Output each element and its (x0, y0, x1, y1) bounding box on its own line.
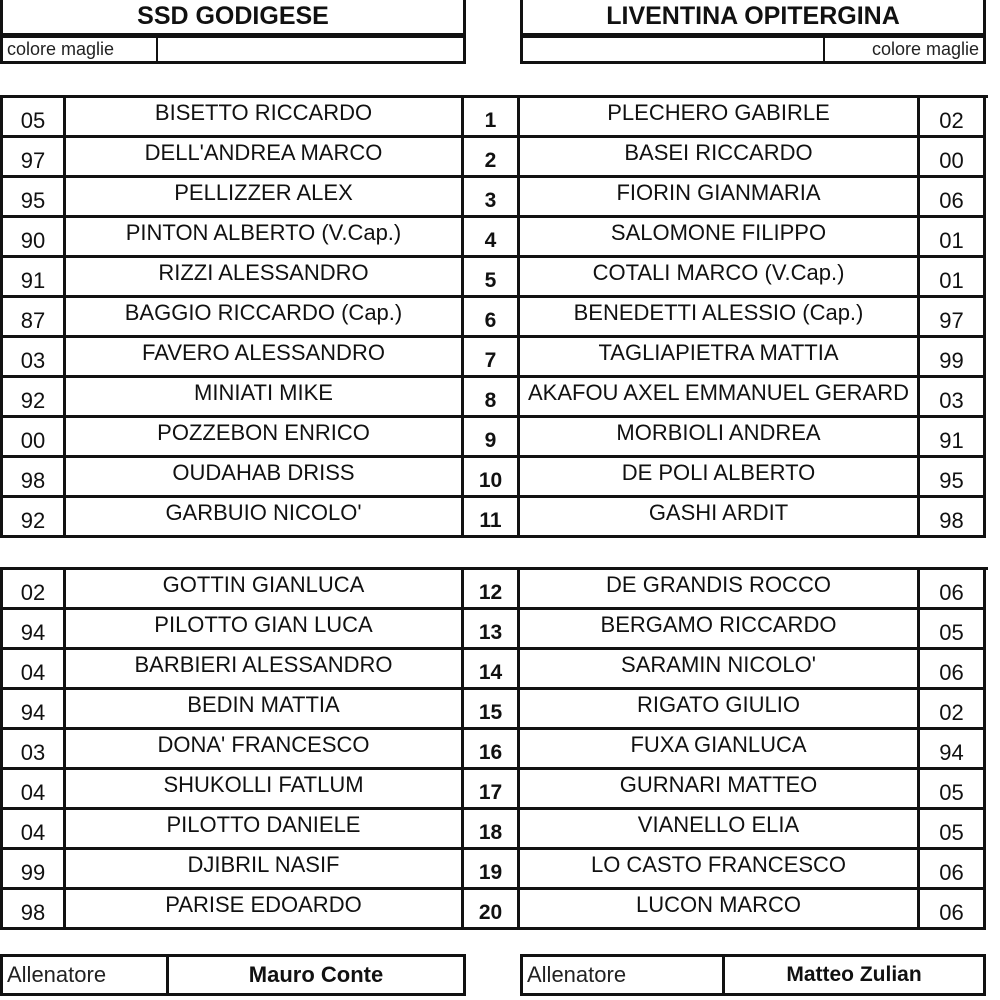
home-birth-year: 04 (0, 810, 66, 850)
home-coach-name: Mauro Conte (248, 962, 384, 987)
shirt-number: 18 (464, 810, 520, 850)
away-color-row (520, 36, 986, 64)
home-birth-year: 91 (0, 258, 66, 298)
home-player-name: RIZZI ALESSANDRO (66, 258, 464, 298)
away-birth-year: 01 (920, 258, 986, 298)
shirt-number: 5 (464, 258, 520, 298)
shirt-number: 3 (464, 178, 520, 218)
away-player-name: SARAMIN NICOLO' (520, 650, 920, 690)
table-row (0, 98, 988, 138)
away-birth-year: 01 (920, 218, 986, 258)
shirt-number: 15 (464, 690, 520, 730)
home-color-label: colore maglie (3, 38, 158, 61)
shirt-number: 6 (464, 298, 520, 338)
away-player-name: AKAFOU AXEL EMMANUEL GERARD (520, 378, 920, 418)
table-row (0, 218, 988, 258)
away-player-name: DE GRANDIS ROCCO (520, 570, 920, 610)
shirt-number: 11 (464, 498, 520, 538)
home-player-name: BARBIERI ALESSANDRO (66, 650, 464, 690)
away-birth-year: 95 (920, 458, 986, 498)
away-birth-year: 06 (920, 850, 986, 890)
away-team-title: LIVENTINA OPITERGINA (520, 0, 986, 36)
home-coach-row (0, 954, 466, 996)
away-coach-label: Allenatore (523, 957, 725, 993)
table-row (0, 890, 988, 930)
table-row (0, 498, 988, 538)
home-birth-year: 99 (0, 850, 66, 890)
shirt-number: 4 (464, 218, 520, 258)
away-player-name: GURNARI MATTEO (520, 770, 920, 810)
away-birth-year: 05 (920, 610, 986, 650)
away-birth-year: 02 (920, 98, 986, 138)
home-coach-label: Allenatore (3, 957, 169, 993)
away-player-name: DE POLI ALBERTO (520, 458, 920, 498)
away-player-name: GASHI ARDIT (520, 498, 920, 538)
home-birth-year: 97 (0, 138, 66, 178)
away-player-name: FIORIN GIANMARIA (520, 178, 920, 218)
shirt-number: 14 (464, 650, 520, 690)
home-team-title: SSD GODIGESE (0, 0, 466, 36)
away-color-field (523, 38, 823, 61)
table-row (0, 650, 988, 690)
away-player-name: LO CASTO FRANCESCO (520, 850, 920, 890)
away-birth-year: 99 (920, 338, 986, 378)
shirt-number: 17 (464, 770, 520, 810)
away-player-name: SALOMONE FILIPPO (520, 218, 920, 258)
home-player-name: MINIATI MIKE (66, 378, 464, 418)
home-player-name: DELL'ANDREA MARCO (66, 138, 464, 178)
home-birth-year: 87 (0, 298, 66, 338)
away-birth-year: 00 (920, 138, 986, 178)
table-row (0, 730, 988, 770)
table-row (0, 610, 988, 650)
away-birth-year: 98 (920, 498, 986, 538)
away-birth-year: 05 (920, 810, 986, 850)
table-row (0, 338, 988, 378)
home-birth-year: 05 (0, 98, 66, 138)
shirt-number: 10 (464, 458, 520, 498)
away-player-name: FUXA GIANLUCA (520, 730, 920, 770)
away-birth-year: 05 (920, 770, 986, 810)
home-birth-year: 98 (0, 458, 66, 498)
shirt-number: 2 (464, 138, 520, 178)
shirt-number: 20 (464, 890, 520, 930)
away-player-name: VIANELLO ELIA (520, 810, 920, 850)
table-row (0, 570, 988, 610)
away-color-label: colore maglie (823, 38, 983, 61)
away-birth-year: 91 (920, 418, 986, 458)
away-player-name: COTALI MARCO (V.Cap.) (520, 258, 920, 298)
home-player-name: POZZEBON ENRICO (66, 418, 464, 458)
table-row (0, 418, 988, 458)
home-birth-year: 90 (0, 218, 66, 258)
home-player-name: FAVERO ALESSANDRO (66, 338, 464, 378)
shirt-number: 7 (464, 338, 520, 378)
away-player-name: MORBIOLI ANDREA (520, 418, 920, 458)
table-row (0, 138, 988, 178)
home-birth-year: 03 (0, 338, 66, 378)
away-birth-year: 06 (920, 650, 986, 690)
shirt-number: 16 (464, 730, 520, 770)
home-player-name: BAGGIO RICCARDO (Cap.) (66, 298, 464, 338)
table-row (0, 850, 988, 890)
away-coach-row (520, 954, 986, 996)
home-birth-year: 92 (0, 378, 66, 418)
shirt-number: 1 (464, 98, 520, 138)
table-row (0, 378, 988, 418)
home-birth-year: 95 (0, 178, 66, 218)
home-player-name: PARISE EDOARDO (66, 890, 464, 930)
table-row (0, 458, 988, 498)
home-birth-year: 02 (0, 570, 66, 610)
away-birth-year: 97 (920, 298, 986, 338)
shirt-number: 19 (464, 850, 520, 890)
table-row (0, 690, 988, 730)
home-birth-year: 94 (0, 610, 66, 650)
home-player-name: BEDIN MATTIA (66, 690, 464, 730)
table-row (0, 770, 988, 810)
home-player-name: PILOTTO DANIELE (66, 810, 464, 850)
home-color-row (0, 36, 466, 64)
home-birth-year: 94 (0, 690, 66, 730)
shirt-number: 9 (464, 418, 520, 458)
home-birth-year: 00 (0, 418, 66, 458)
away-player-name: RIGATO GIULIO (520, 690, 920, 730)
home-player-name: PELLIZZER ALEX (66, 178, 464, 218)
table-row (0, 810, 988, 850)
away-birth-year: 06 (920, 890, 986, 930)
away-birth-year: 06 (920, 570, 986, 610)
away-birth-year: 02 (920, 690, 986, 730)
away-player-name: BASEI RICCARDO (520, 138, 920, 178)
home-player-name: SHUKOLLI FATLUM (66, 770, 464, 810)
away-coach-name: Matteo Zulian (786, 963, 922, 986)
home-player-name: BISETTO RICCARDO (66, 98, 464, 138)
home-birth-year: 92 (0, 498, 66, 538)
away-player-name: BERGAMO RICCARDO (520, 610, 920, 650)
home-player-name: DJIBRIL NASIF (66, 850, 464, 890)
home-birth-year: 03 (0, 730, 66, 770)
home-player-name: GOTTIN GIANLUCA (66, 570, 464, 610)
home-player-name: PINTON ALBERTO (V.Cap.) (66, 218, 464, 258)
away-player-name: LUCON MARCO (520, 890, 920, 930)
home-birth-year: 04 (0, 770, 66, 810)
shirt-number: 8 (464, 378, 520, 418)
home-player-name: PILOTTO GIAN LUCA (66, 610, 464, 650)
shirt-number: 13 (464, 610, 520, 650)
away-player-name: BENEDETTI ALESSIO (Cap.) (520, 298, 920, 338)
home-birth-year: 04 (0, 650, 66, 690)
home-player-name: DONA' FRANCESCO (66, 730, 464, 770)
away-birth-year: 03 (920, 378, 986, 418)
table-row (0, 258, 988, 298)
table-row (0, 178, 988, 218)
shirt-number: 12 (464, 570, 520, 610)
home-player-name: OUDAHAB DRISS (66, 458, 464, 498)
away-player-name: PLECHERO GABIRLE (520, 98, 920, 138)
table-row (0, 298, 988, 338)
home-birth-year: 98 (0, 890, 66, 930)
home-player-name: GARBUIO NICOLO' (66, 498, 464, 538)
away-birth-year: 94 (920, 730, 986, 770)
away-player-name: TAGLIAPIETRA MATTIA (520, 338, 920, 378)
away-birth-year: 06 (920, 178, 986, 218)
home-color-field (158, 38, 463, 61)
